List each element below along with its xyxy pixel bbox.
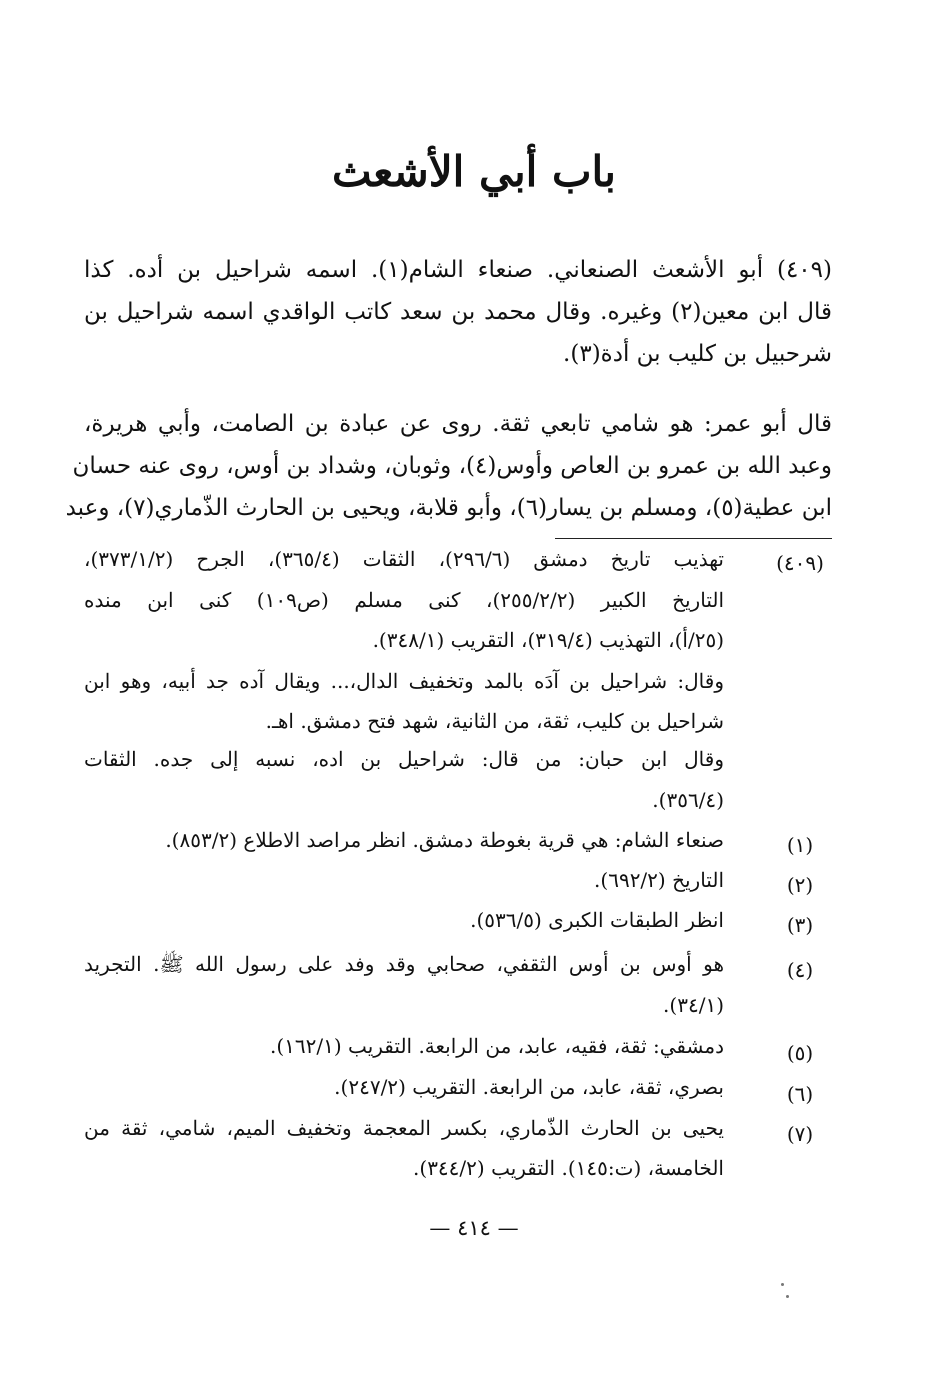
body-line: وعبد الله بن عمرو بن العاص وأوس(٤)، وثوبان، وشداد بن أوس، روى عنه حسان (72, 453, 832, 479)
body-line: قال أبو عمر: هو شامي تابعي ثقة. روى عن عبادة بن الصامت، وأبي هريرة، (84, 411, 832, 437)
footnote-line: دمشقي: ثقة، فقيه، عابد، من الرابعة. التقريب (١٦٢/١). (270, 1034, 724, 1058)
footnote-number: (٧) (786, 1122, 814, 1146)
footnote-line: تهذيب تاريخ دمشق (٢٩٦/٦)، الثقات (٣٦٥/٤)، الجرح (٣٧٣/١/٢)، (84, 547, 724, 571)
footnote-line: هو أوس بن أوس الثقفي، صحابي وقد وفد على رسول الله ﷺ. التجريد (84, 952, 724, 976)
footnote-line: وقال ابن حبان: من قال: شراحيل بن اده، نسبه إلى جده. الثقات (84, 747, 724, 771)
body-line: (٤٠٩) أبو الأشعث الصنعاني. صنعاء الشام(١). اسمه شراحيل بن أده. كذا (84, 257, 832, 283)
page-number: — ٤١٤ — (429, 1216, 519, 1240)
footnote-number: (٦) (786, 1082, 814, 1106)
footnote-line: شراحيل بن كليب، ثقة، من الثانية، شهد فتح دمشق. اهـ. (265, 709, 724, 733)
footnote-number: (٥) (786, 1041, 814, 1065)
body-line: ابن عطية(٥)، ومسلم بن يسار(٦)، وأبو قلابة، ويحيى بن الحارث الذّماري(٧)، وعبد (65, 495, 832, 521)
footnote-line: (٣٤/١). (663, 993, 724, 1017)
body-line: شرحبيل بن كليب بن أدة(٣). (563, 341, 832, 367)
footnote-line: التاريخ (٦٩٢/٢). (594, 868, 724, 892)
footnote-line: صنعاء الشام: هي قرية بغوطة دمشق. انظر مراصد الاطلاع (٨٥٣/٢). (165, 828, 724, 852)
scan-speck (781, 1283, 784, 1286)
chapter-title: باب أبي الأشعث (332, 147, 616, 196)
footnote-line: (٢٥/أ)، التهذيب (٣١٩/٤)، التقريب (٣٤٨/١). (372, 628, 724, 652)
footnote-number: (٤) (786, 958, 814, 982)
footnote-line: يحيى بن الحارث الذّماري، بكسر المعجمة وتخفيف الميم، شامي، ثقة من (84, 1116, 724, 1140)
footnote-number: (٤٠٩) (776, 551, 824, 575)
footnote-number: (٣) (786, 913, 814, 937)
scan-speck (786, 1295, 789, 1298)
footnote-line: التاريخ الكبير (٢٥٥/٢/٢)، كنى مسلم (ص١٠٩) كنى ابن منده (84, 588, 724, 612)
footnote-number: (٢) (786, 873, 814, 897)
body-line: قال ابن معين(٢) وغيره. وقال محمد بن سعد كاتب الواقدي اسمه شراحيل بن (84, 299, 832, 325)
footnote-separator (555, 538, 832, 539)
footnote-line: بصري، ثقة، عابد، من الرابعة. التقريب (٢٤٧/٢). (334, 1075, 724, 1099)
footnote-line: الخامسة، (ت:١٤٥). التقريب (٣٤٤/٢). (413, 1156, 724, 1180)
footnote-line: وقال: شراحيل بن آدَه بالمد وتخفيف الدال،... ويقال آده جد أبيه، وهو ابن (84, 669, 724, 693)
footnote-line: انظر الطبقات الكبرى (٥٣٦/٥). (470, 908, 724, 932)
footnote-line: (٣٥٦/٤). (652, 788, 724, 812)
footnote-number: (١) (786, 833, 814, 857)
